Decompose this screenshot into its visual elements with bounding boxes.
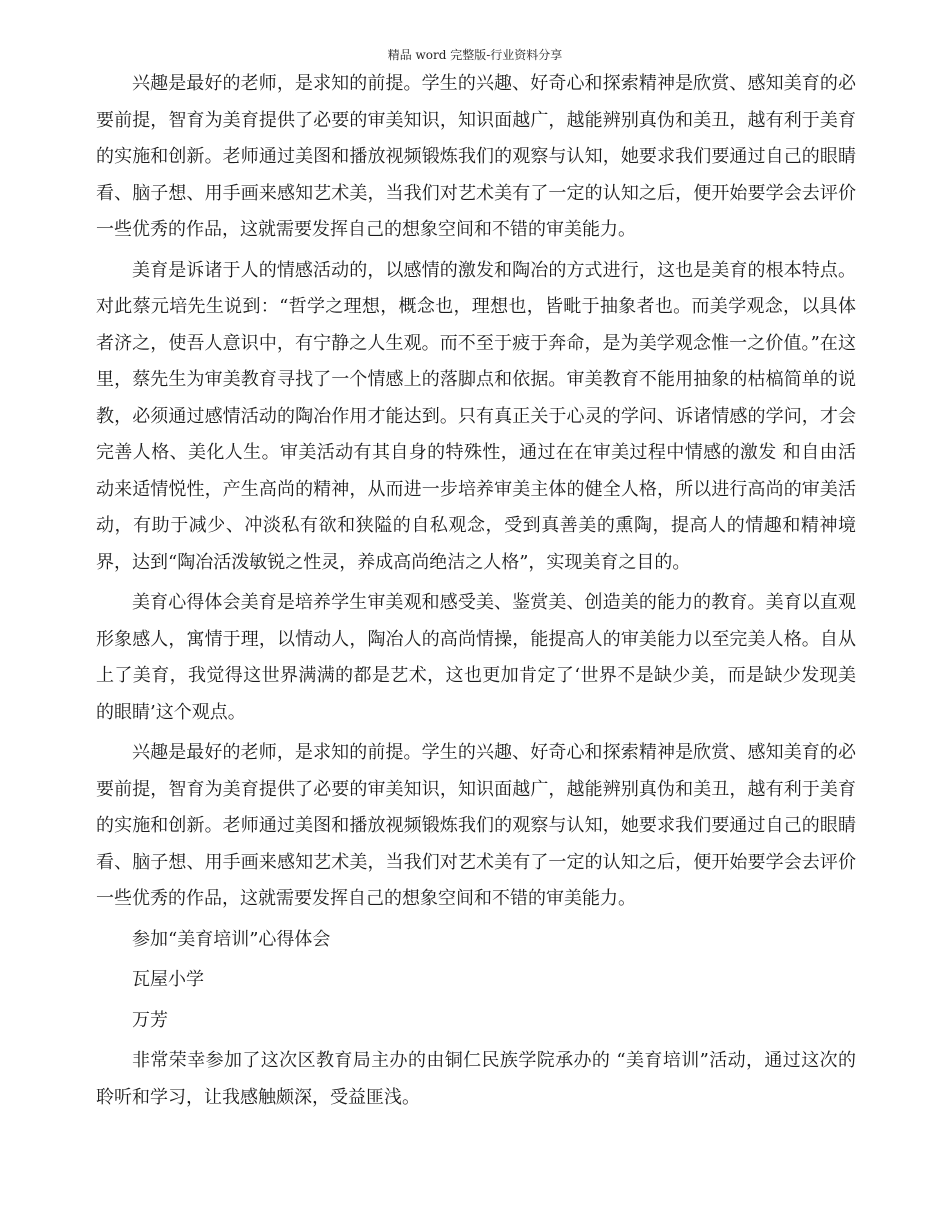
page-header: 精品 word 完整版-行业资料分享 <box>387 48 563 62</box>
document-body <box>96 66 856 1120</box>
paragraph-aesthetic-emotion: 美育是诉诸于人的情感活动的，以感情的激发和陶冶的方式进行，这也是美育的根本特点。对此蔡元培先生说到：“哲学之理想，概念也，理想也，皆毗于抽象者也。而美学观念，以具体者济之，使吾人意识中，有宁静之人生观。而不至于疲于奔命，是为美学观念惟一之价值。”在这里，蔡先生为审美教育寻找了一个情感上的落脚点和依据。审美教育不能用抽象的枯槁简单的说教，必须通过感情活动的陶冶作用才能达到。只有真正关于心灵的学问、诉诸情感的学问，才会完善人格、美化人生。审美活动有其自身的特殊性，通过在在审美过程中情感的激发 和自由活动来适情悦性，产生高尚的精神，从而进一步培养审美主体的健全人格，所以进行高尚的审美活动，有助于减少、冲淡私有欲和狭隘的自私观念，受到真善美的熏陶，提高人的情趣和精神境界，达到“陶冶活泼敏锐之性灵，养成高尚绝洁之人格”，实现美育之目的。 <box>96 259 856 573</box>
paragraph-interest-2: 兴趣是最好的老师，是求知的前提。学生的兴趣、好奇心和探索精神是欣赏、感知美育的必要前提，智育为美育提供了必要的审美知识，知识面越广，越能辨别真伪和美丑，越有利于美育的实施和创新。老师通过美图和播放视频锻炼我们的观察与认知，她要求我们要通过自己的眼睛看、脑子想、用手画来感知艺术美，当我们对艺术美有了一定的认知之后，便开始要学会去评价一些优秀的作品，这就需要发挥自己的想象空间和不错的审美能力。 <box>96 742 856 909</box>
section-title: 参加“美育培训”心得体会 <box>132 928 331 950</box>
paragraph-aesthetic-experience: 美育心得体会美育是培养学生审美观和感受美、鉴赏美、创造美的能力的教育。美育以直观形象感人，寓情于理，以情动人，陶冶人的高尚情操，能提高人的审美能力以至完美人格。自从上了美育，我觉得这世界满满的都是艺术，这也更加肯定了‘世界不是缺少美，而是缺少发现美的眼睛’这个观点。 <box>96 592 856 723</box>
school-name: 瓦屋小学 <box>132 969 204 990</box>
paragraph-training-intro: 非常荣幸参加了这次区教育局主办的由铜仁民族学院承办的 “美育培训”活动，通过这次的聆听和学习，让我感触颇深，受益匪浅。 <box>96 1050 856 1108</box>
author-name: 万芳 <box>132 1009 168 1031</box>
paragraph-interest-1: 兴趣是最好的老师，是求知的前提。学生的兴趣、好奇心和探索精神是欣赏、感知美育的必要前提，智育为美育提供了必要的审美知识，知识面越广，越能辨别真伪和美丑，越有利于美育的实施和创新。老师通过美图和播放视频锻炼我们的观察与认知，她要求我们要通过自己的眼睛看、脑子想、用手画来感知艺术美，当我们对艺术美有了一定的认知之后，便开始要学会去评价一些优秀的作品，这就需要发挥自己的想象空间和不错的审美能力。 <box>96 73 856 240</box>
